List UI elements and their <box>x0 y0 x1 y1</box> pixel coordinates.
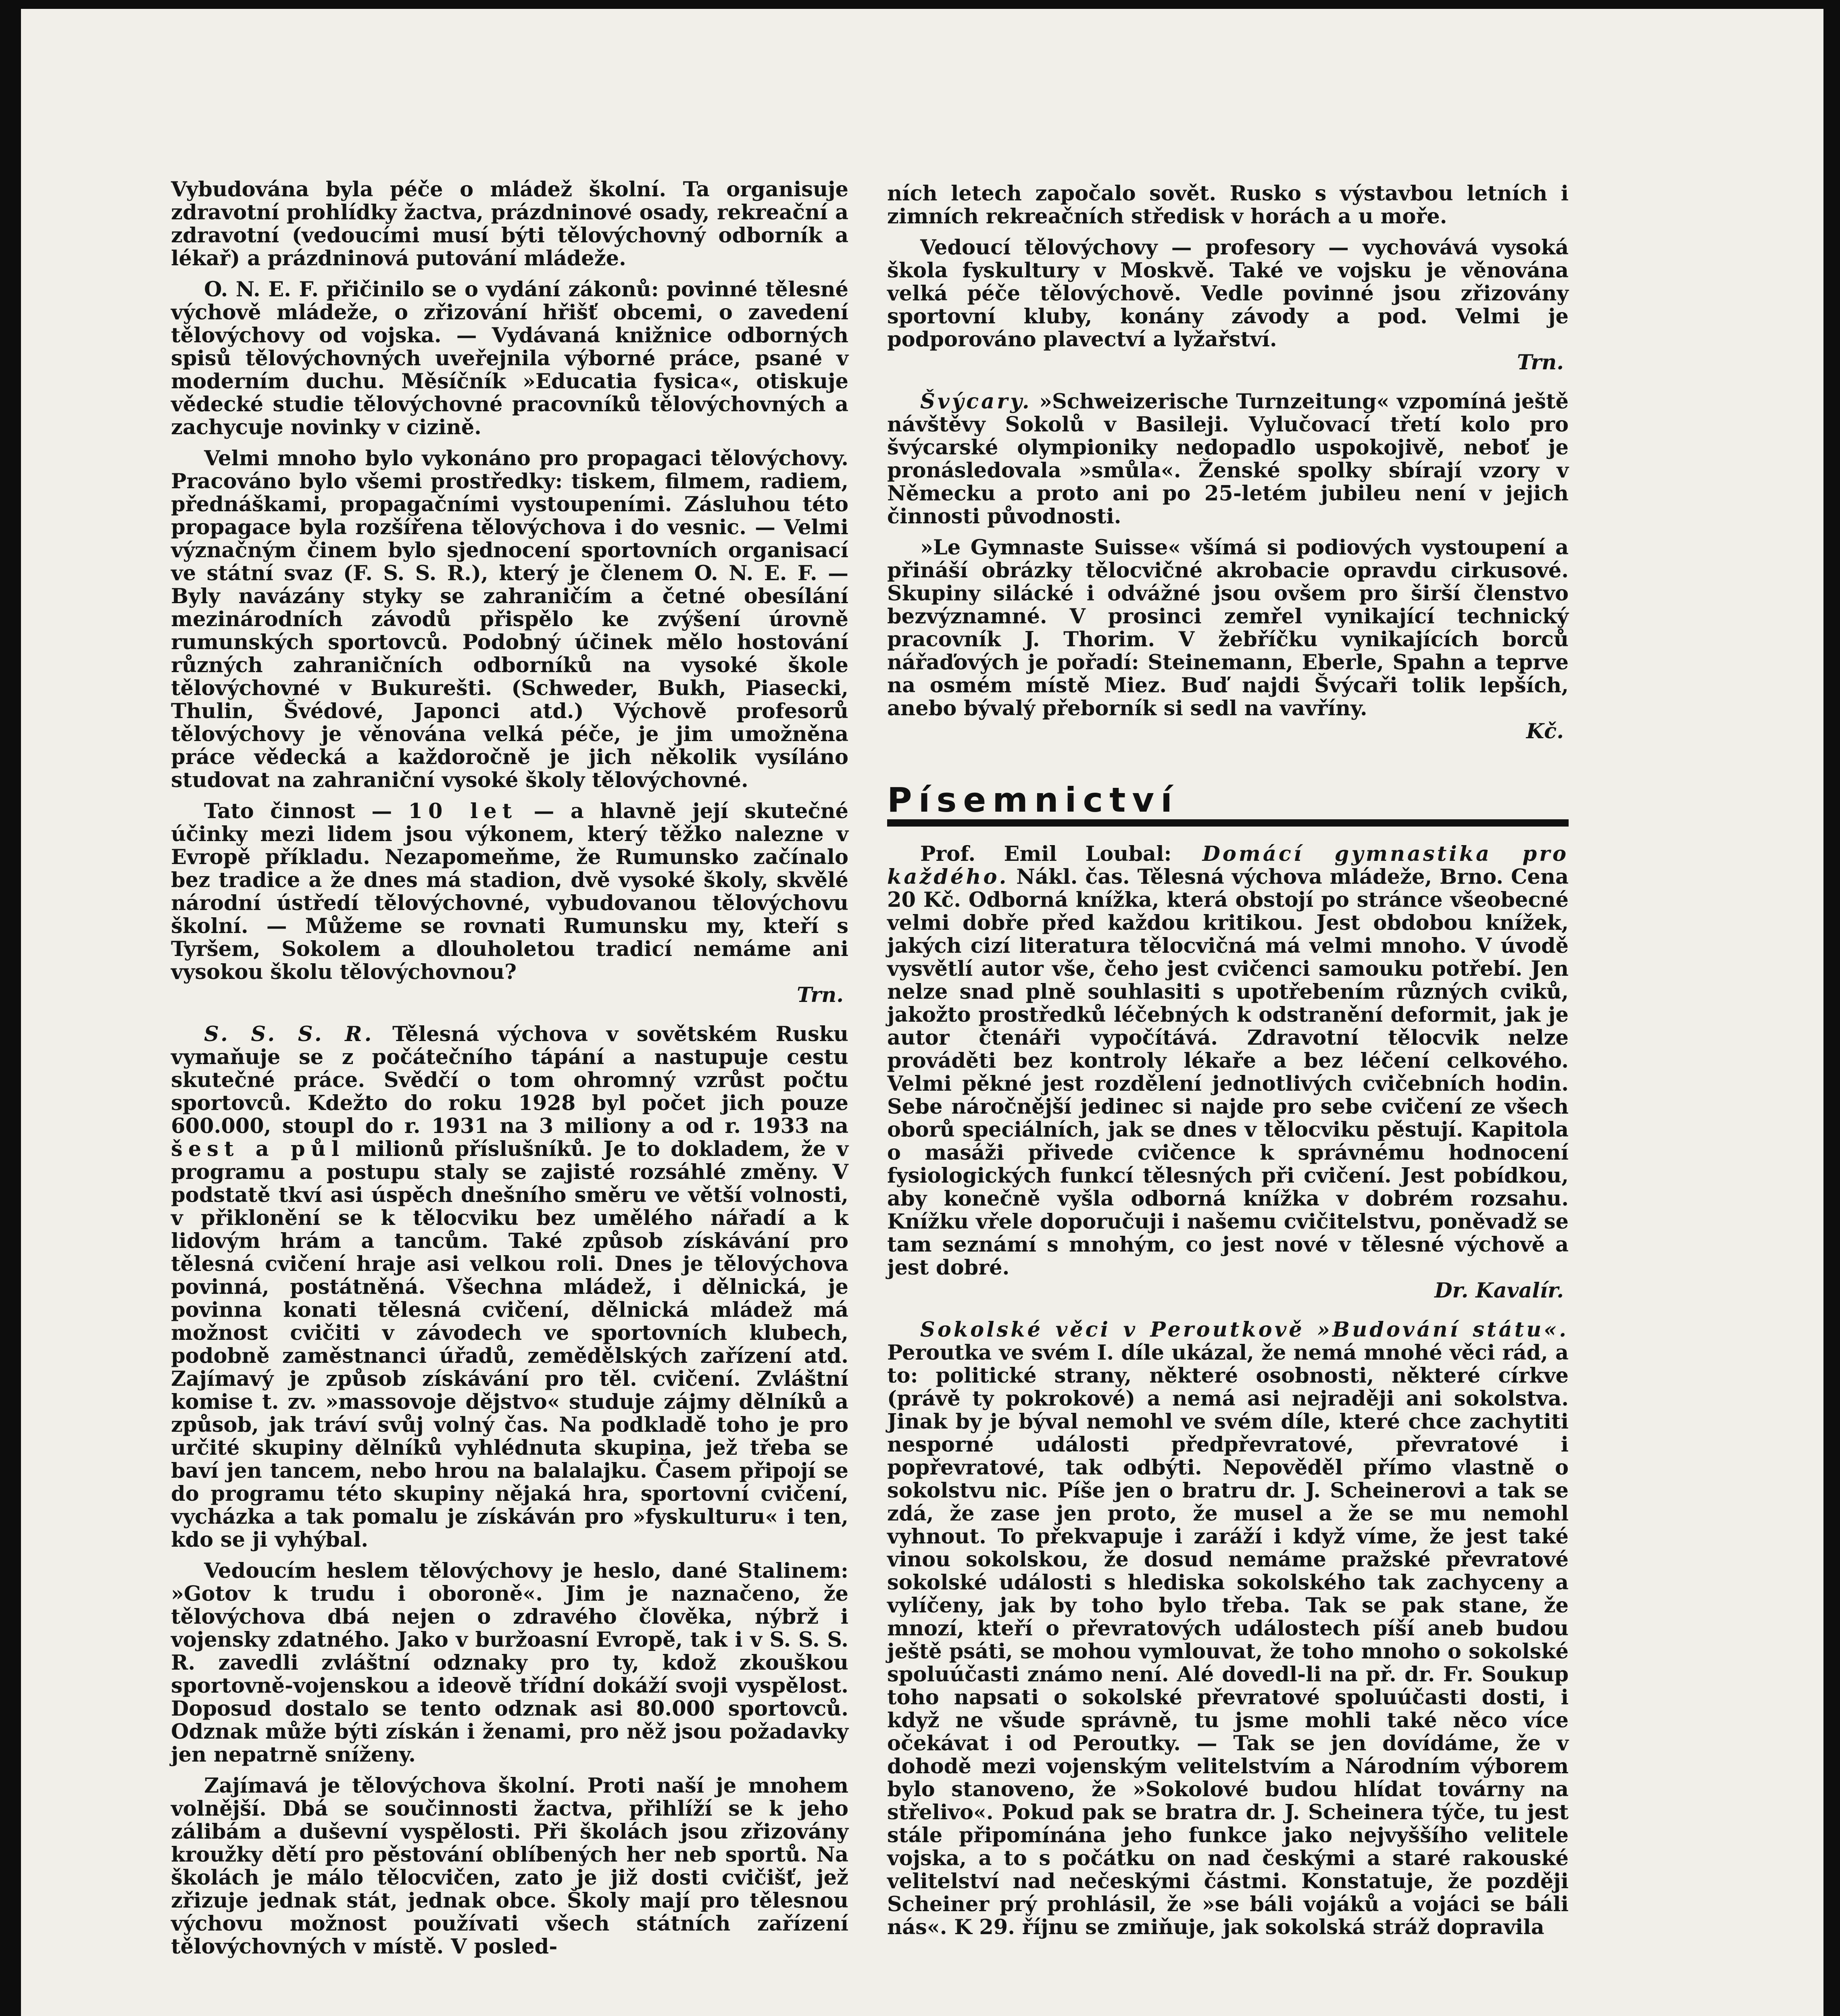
author-signature: Kč. <box>1526 719 1564 744</box>
paragraph: O. N. E. F. přičinilo se o vydání zákonů: povinné tělesné výchově mládeže, o zřizování hřišť obcemi, o zavedení tělovýchovy od vojska. — Vydávaná knižnice odborných spisů tělovýchovných uveřejnila výborné práce, psané v moderním duchu. Měsíčník »Educatia fysica«, otiskuje vědecké studie tělovýchovné pracovníků tělovýchovných a zachycuje novinky v cizině. <box>171 277 848 439</box>
right-column <box>887 182 1569 1947</box>
text-run: »Le Gymnaste Suisse« všímá si podiových vystoupení a přináší obrázky tělocvičné akrobacie opravdu cirkusové. Skupiny silácké i odvážné jsou ovšem pro širší členstvo bezvýznamné. V prosinci zemřel vynikající technický pracovník J. Thorim. V žebříčku vynikajících borců nářaďových je pořadí: Steinemann, Eberle, Spahn a teprve na osmém místě Miez. Buď najdi Švýcaři tolik lepších, anebo bývalý přeborník si sedl na vavříny. <box>887 535 1569 721</box>
paragraph: Vybudována byla péče o mládež školní. Ta organisuje zdravotní prohlídky žactva, prázdninové osady, rekreační a zdravotní (vedoucími musí býti tělovýchovný odborník a lékař) a prázdninová putování mládeže. <box>171 177 848 271</box>
text-run: — a hlavně její skutečné účinky mezi lidem jsou výkonem, který těžko nalezne v Evropě příkladu. Nezapomeňme, že Rumunsko začínalo bez tradice a že dnes má stadion, dvě vysoké školy, skvělé národní ústředí tělovýchovné, vybudovanou tělovýchovu školní. — Můžeme se rovnati Rumunsku my, kteří s Tyršem, Sokolem a dlouholetou tradicí nemáme ani vysokou školu tělovýchovnou? <box>171 799 848 984</box>
section-heading: Písemnictví <box>887 781 1569 827</box>
text-run: Vedoucí tělovýchovy — profesory — vychovává vysoká škola fyskultury v Moskvě. Také ve vojsku je věnována velká péče tělovýchově. Vedle povinné jsou zřizovány sportovní kluby, konány závody a pod. Velmi je podporováno plavectví a lyžařství. <box>887 235 1569 352</box>
paragraph: ních letech započalo sovět. Rusko s výstavbou letních i zimních rekreačních středisk v horách a u moře. <box>887 181 1569 229</box>
author-signature: Trn. <box>797 983 844 1007</box>
text-run: Peroutka ve svém I. díle ukázal, že nemá mnohé věci rád, a to: politické strany, některé osobnosti, některé církve (právě ty pokrokové) a nemá asi nejraději ani sokolstva. Jinak by je býval nemohl ve svém díle, které chce zachytiti nesporné události předpřevratové, převratové i popřevratové, tak odbýti. Nepověděl přímo vlastně o sokolstvu nic. Píše jen o bratru dr. J. Scheinerovi a tak se zdá, že zase jen proto, že musel a že se mu nemohl vyhnout. To překvapuje i zaráží i když víme, že jest také vinou sokolskou, že dosud nemáme pražské převratové sokolské události s hlediska sokolského tak zachyceny a vylíčeny, jak by toho bylo třeba. Tak se pak stane, že mnozí, kteří o převratových událostech píší aneb budou ještě psáti, se mohou vymlouvat, že toho mnoho o sokolské spoluúčasti známo není. Alé dovedl-li na př. dr. Fr. Soukup toho napsati o sokolské převratové spoluúčasti dosti, i když ne všude správně, tu jsme mohli také něco více očekávat i od Peroutky. — Tak se jen dovídáme, že v dohodě mezi vojenským velitelstvím a Národním výborem bylo stanoveno, že »Sokolové budou hlídat továrny na střelivo«. Pokud pak se bratra dr. J. Scheinera týče, tu jest stále připomínána jeho funkce jako nejvyššího velitele vojska, a to s počátku on nad českými a staré rakouské velitelství nad nečeskými částmi. Konstatuje, že později Scheiner prý prohlásil, že »se báli vojáků a vojáci se báli nás«. K 29. říjnu se zmiňuje, jak sokolská stráž dopravila <box>887 1341 1569 1939</box>
paragraph <box>887 536 1569 743</box>
spaced-emphasis: 10 let <box>408 799 518 823</box>
paragraph: Zajímavá je tělovýchova školní. Proti naší je mnohem volnější. Dbá se součinnosti žactva, přihlíží se k jeho zálibám a duševní vyspělosti. Při školách jsou zřizovány kroužky dětí pro pěstování oblíbených her neb sportů. Na školách je málo tělocvičen, zato je již dosti cvičišť, jež zřizuje jednak stát, jednak obce. Školy mají pro tělesnou výchovu možnost používati všech státních zařízení tělovýchovných v místě. V posled- <box>171 1774 848 1959</box>
book-author: Prof. Emil Loubal: <box>920 842 1172 866</box>
author-signature: Dr. Kavalír. <box>1434 1279 1564 1303</box>
paragraph <box>887 390 1569 528</box>
article-title: Sokolské věci v Peroutkově »Budování státu«. <box>920 1318 1569 1342</box>
article-lead: S. S. S. R. <box>204 1022 374 1046</box>
author-signature: Trn. <box>1517 350 1564 375</box>
left-column <box>171 178 848 1966</box>
text-run: Tělesná výchova v sovětském Rusku vymaňuje se z počátečního tápání a nastupuje cestu skutečné práce. Svědčí o tom ohromný vzrůst počtu sportovců. Kdežto do roku 1928 byl počet jich pouze 600.000, stoupl do r. 1931 na 3 miliony a od r. 1933 na <box>171 1022 848 1138</box>
text-run: Tato činnost — <box>204 799 408 823</box>
paragraph <box>171 1023 848 1552</box>
text-run: milionů příslušníků. Je to dokladem, že v programu a postupu staly se zajisté rozsáhlé změny. V podstatě tkví asi úspěch dnešního směru ve větší volnosti, v přiklonění se k tělocviku bez umělého nářadí a k lidovým hrám a tancům. Také způsob získávání pro tělesná cvičení hraje asi velkou roli. Dnes je tělovýchova povinná, postátněná. Všechna mládež, i dělnická, je povinna konati tělesná cvičení, dělnická mládež má možnost cvičiti v závodech ve sportovních klubech, podobně zaměstnanci úřadů, zemědělských zařízení atd. Zajímavý je způsob získávání pro těl. cvičení. Zvláštní komise t. zv. »massovoje dějstvo« studuje zájmy dělníků a způsob, jak tráví svůj volný čas. Na podkladě toho je pro určité skupiny dělníků vyhlédnuta skupina, jež třeba se baví jen tancem, nebo hrou na balalajku. Časem připojí se do programu této skupiny nějaká hra, sportovní cvičení, vycházka a tak pomalu je získáván pro »fyskulturu« i ten, kdo se ji vyhýbal. <box>171 1137 848 1552</box>
book-title: Domácí gymnastika pro každého. <box>887 842 1569 889</box>
paragraph <box>887 843 1569 1302</box>
paragraph: Velmi mnoho bylo vykonáno pro propagaci tělovýchovy. Pracováno bylo všemi prostředky: tiskem, filmem, radiem, přednáškami, propagačními vystoupeními. Zásluhou této propagace byla rozšířena tělovýchova i do vesnic. — Velmi význačným činem bylo sjednocení sportovních organisací ve státní svaz (F. S. S. R.), který je členem O. N. E. F. — Byly navázány styky se zahraničím a četné obesílání mezinárodních závodů přispělo ke zvýšení úrovně rumunských sportovců. Podobný účinek mělo hostování různých zahraničních odborníků na vysoké škole tělovýchovné v Bukurešti. (Schweder, Bukh, Piasecki, Thulin, Švédové, Japonci atd.) Výchově profesorů tělovýchovy je věnována velká péče, je jim umožněna práce vědecká a každoročně je jich několik vysíláno studovat na zahraniční vysoké školy tělovýchovné. <box>171 446 848 792</box>
paragraph <box>887 236 1569 374</box>
paragraph <box>171 800 848 1007</box>
article-lead: Švýcary. <box>920 389 1032 414</box>
text-run: Nákl. čas. Tělesná výchova mládeže, Brno. Cena 20 Kč. Odborná knížka, která obstojí po stránce všeobecné velmi dobře před každou kritikou. Jest obdobou knížek, jakých cizí literatura tělocvičná má velmi mnoho. V úvodě vysvětlí autor vše, čeho jest cvičenci samouku potřebí. Jen nelze snad plně souhlasiti s upotřebením různých cviků, jakožto prostředků léčebných k odstranění deformit, jak je autor čtenáři vypočítává. Zdravotní tělocvik nelze prováděti bez kontroly lékaře a bez léčení celkového. Velmi pěkné jest rozdělení jednotlivých cvičebních hodin. Sebe náročnější jedinec si najde pro sebe cvičení ze všech oborů speciálních, jak se dnes v tělocviku pěstují. Kapitola o masáži přivede cvičence k správnému hodnocení fysiologických funkcí tělesných při cvičení. Jest pobídkou, aby konečně vyšla odborná knížka v dobrém rozsahu. Knížku vřele doporučuji i našemu cvičitelstvu, poněvadž se tam seznámí s mnohým, co jest nové v tělesné výchově a jest dobré. <box>887 865 1569 1280</box>
paragraph <box>887 1318 1569 1939</box>
magazine-page <box>21 9 1823 2016</box>
paragraph: Vedoucím heslem tělovýchovy je heslo, dané Stalinem: »Gotov k trudu i oboroně«. Jim je naznačeno, že tělovýchova dbá nejen o zdravého člověka, nýbrž i vojensky zdatného. Jako v buržoasní Evropě, tak i v S. S. S. R. zavedli zvláštní odznaky pro ty, kdož zkouškou sportovně-vojenskou a ideově třídní dokáží svoji vyspělost. Doposud dostalo se tento odznak asi 80.000 sportovců. Odznak může býti získán i ženami, pro něž jsou požadavky jen nepatrně sníženy. <box>171 1559 848 1767</box>
spaced-emphasis: šest a půl <box>171 1137 345 1161</box>
text-run: »Schweizerische Turnzeitung« vzpomíná ještě návštěvy Sokolů v Basileji. Vylučovací třetí kolo pro švýcarské olympioniky nedopadlo uspokojivě, neboť je pronásledovala »smůla«. Ženské spolky sbírají vzory v Německu a proto ani po 25-letém jubileu není v jejich činnosti původnosti. <box>887 389 1569 529</box>
